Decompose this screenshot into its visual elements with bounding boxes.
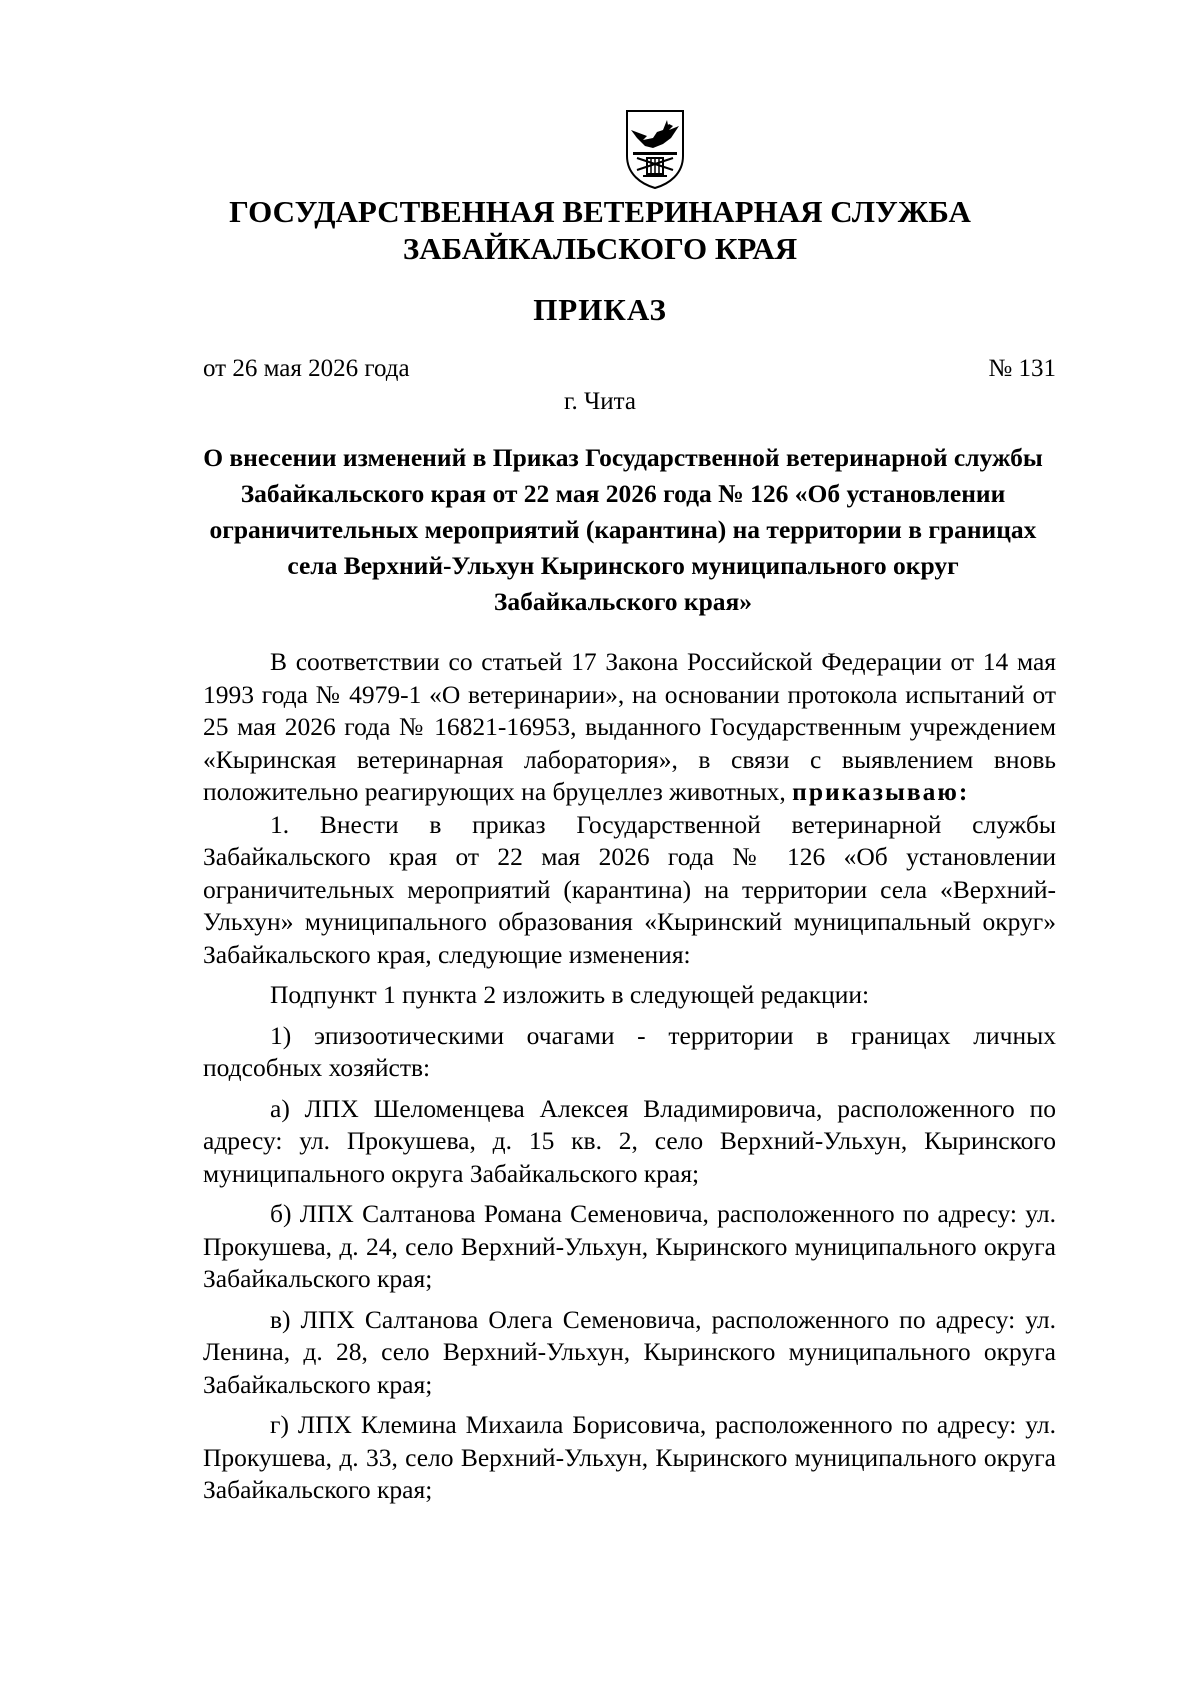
subitem-v-paragraph: в) ЛПХ Салтанова Олега Семеновича, расположенного по адресу: ул. Ленина, д. 28, село Верхний-Ульхун, Кыринского муниципального округа Забайкальского края;: [203, 1304, 1056, 1399]
agency-name-line1: ГОСУДАРСТВЕННАЯ ВЕТЕРИНАРНАЯ СЛУЖБА: [229, 194, 971, 229]
item-1-paragraph: 1. Внести в приказ Государственной ветеринарной службы Забайкальского края от 22 мая 2026 года № 126 «Об установлении ограничительных мероприятий (карантина) на территории села «Верхний-Ульхун» муниципального образования «Кыринский муниципальный округ» Забайкальского края, следующие изменения:: [203, 809, 1056, 969]
heading-line: Забайкальского края»: [493, 587, 753, 616]
preamble-text: В соответствии со статьей 17 Закона Российской Федерации от 14 мая 1993 года № 4979-1 «О ветеринарии», на основании протокола испытаний от 25 мая 2026 года № 16821-16953, выданного Государственным учреждением «Кыринская ветеринарная лаборатория», в связи с выявлением вновь положительно реагирующих на бруцеллез животных,: [203, 647, 1056, 806]
order-number: № 131: [988, 355, 1056, 382]
heading-line: О внесении изменений в Приказ Государственной ветеринарной службы: [203, 443, 1043, 472]
subitem-intro-paragraph: Подпункт 1 пункта 2 изложить в следующей редакции:: [270, 980, 870, 1009]
order-date: от 26 мая 2026 года: [203, 355, 410, 382]
preamble-paragraph: [203, 646, 1056, 809]
heading-line: села Верхний-Ульхун Кыринского муниципального округ: [287, 551, 959, 580]
order-word: приказываю:: [792, 777, 970, 806]
subitem-1-paragraph: 1) эпизоотическими очагами - территории в границах личных подсобных хозяйств:: [203, 1020, 1056, 1082]
subitem-b-paragraph: б) ЛПХ Салтанова Романа Семеновича, расположенного по адресу: ул. Прокушева, д. 24, село Верхний-Ульхун, Кыринского муниципального округа Забайкальского края;: [203, 1199, 1056, 1293]
coat-of-arms-icon: [623, 108, 687, 190]
subitem-g-paragraph: г) ЛПХ Клемина Михаила Борисовича, расположенного по адресу: ул. Прокушева, д. 33, село Верхний-Ульхун, Кыринского муниципального округа Забайкальского края;: [203, 1410, 1056, 1504]
order-city: г. Чита: [564, 388, 636, 415]
document-type: ПРИКАЗ: [533, 292, 667, 327]
order-body: [203, 646, 1056, 1507]
order-heading: [190, 440, 1056, 620]
heading-line: ограничительных мероприятий (карантина) на территории в границах: [209, 515, 1037, 544]
subitem-a-paragraph: а) ЛПХ Шеломенцева Алексея Владимировича, расположенного по адресу: ул. Прокушева, д. 15 кв. 2, село Верхний-Ульхун, Кыринского муниципального округа Забайкальского края;: [203, 1093, 1056, 1188]
agency-name-line2: ЗАБАЙКАЛЬСКОГО КРАЯ: [402, 231, 798, 266]
heading-line: Забайкальского края от 22 мая 2026 года № 126 «Об установлении: [240, 479, 1006, 508]
